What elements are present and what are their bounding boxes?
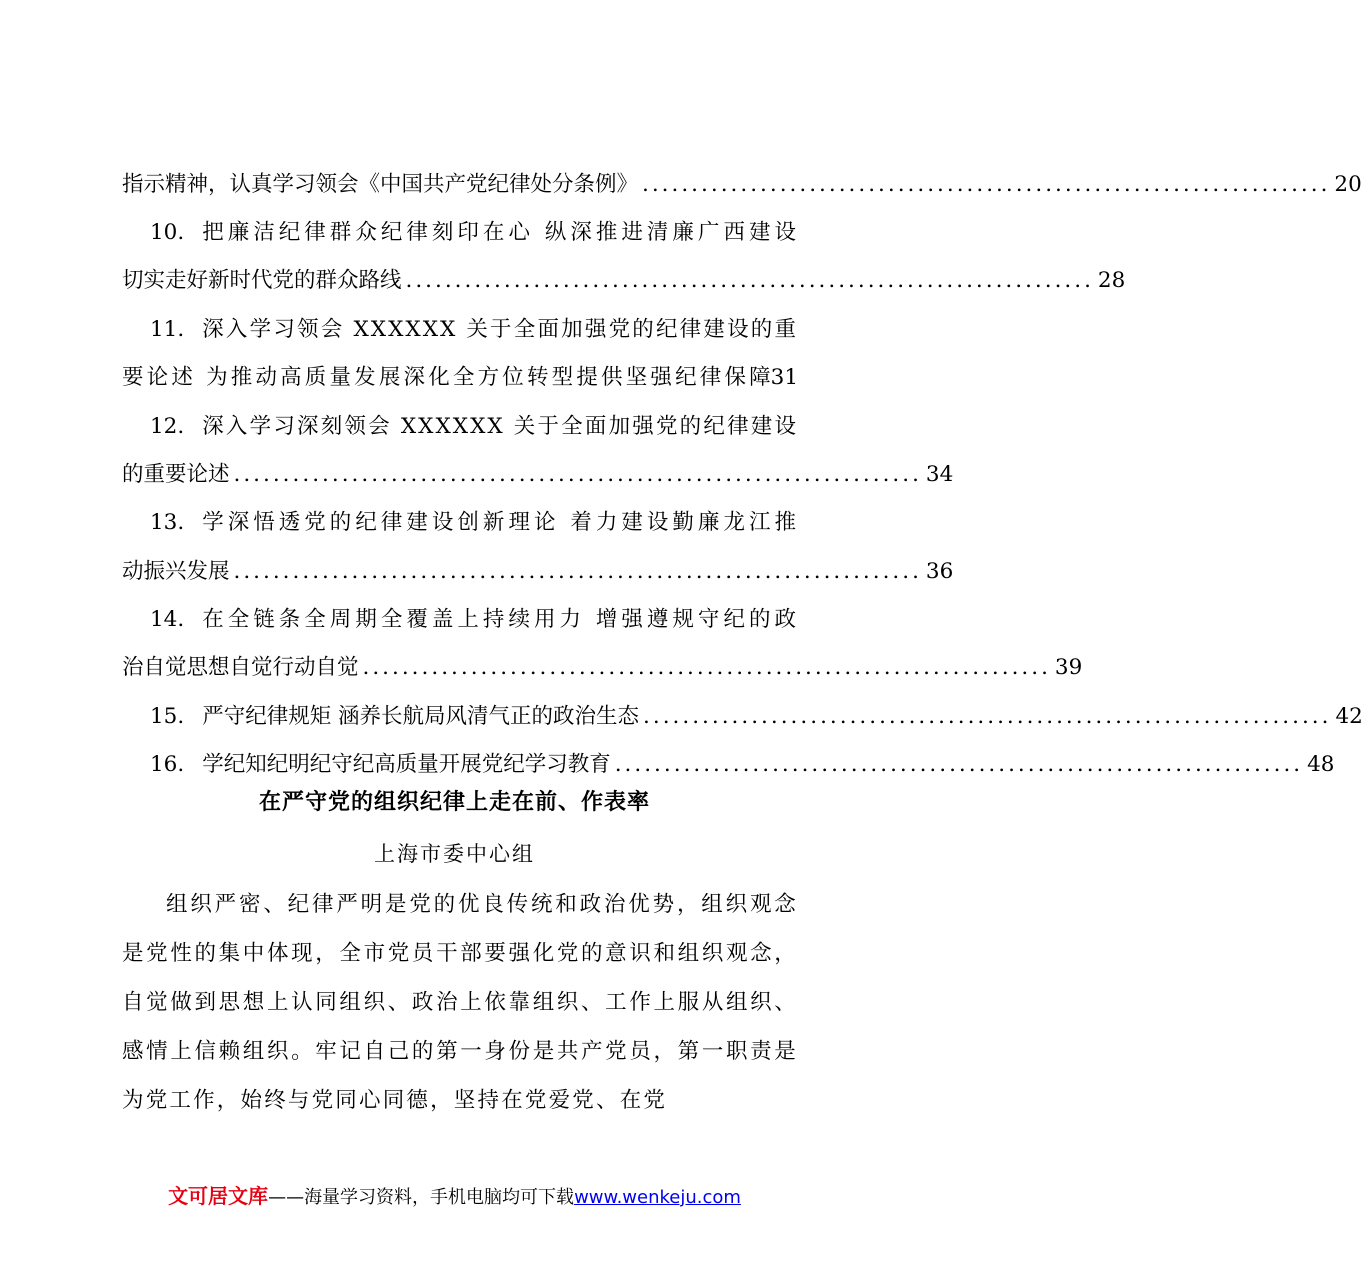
toc-entry-14-cont[interactable] [122,648,1083,688]
toc-entry-13-cont[interactable] [122,552,954,592]
toc-leader: ...................................................................... [614,752,1304,777]
toc-entry-10-cont[interactable] [122,261,1126,301]
toc-leader: ...................................................................... [233,559,922,584]
toc-leader: ...................................................................... [642,172,1331,197]
toc-entry-text: 指示精神，认真学习领会《中国共产党纪律处分条例》 [122,172,639,197]
toc-leader: ...................................................................... [362,655,1051,680]
toc-page-number: 42 [1335,704,1363,729]
toc-entry-11[interactable] [150,310,798,350]
toc-entry-16[interactable] [150,745,1335,785]
toc-page-number: 39 [1054,655,1083,680]
footer-banner [0,1180,909,1209]
toc-entry-13[interactable] [150,503,798,543]
toc-entry-number: 11. [150,317,185,342]
toc-entry-12-cont[interactable] [122,455,954,495]
toc-leader: ...................................................................... [643,704,1332,729]
article-body: 组织严密、纪律严明是党的优良传统和政治优势，组织观念是党性的集中体现，全市党员干部要强化党的意识和组织观念，自觉做到思想上认同组织、政治上依靠组织、工作上服从组织、感情上信赖组织。牢记自己的第一身份是共产党员，第一职责是为党工作，始终与党同心同德，坚持在党爱党、在党 [122,892,798,1113]
toc-entry-11-cont[interactable] [122,358,798,398]
toc-page-number: 28 [1097,268,1126,293]
toc-leader: ...................................................................... [233,462,922,487]
footer-slogan: ——海量学习资料，手机电脑均可下载 [268,1187,575,1208]
toc-entry-number: 10. [150,220,185,245]
footer-link[interactable]: www.wenkeju.com [574,1187,741,1208]
toc-entry-text: 学深悟透党的纪律建设创新理论 着力建设勤廉龙江推 [202,510,798,535]
toc-entry-text: 的重要论述 [122,462,230,487]
toc-entry-text: 深入学习深刻领会 XXXXXX 关于全面加强党的纪律建设 [202,414,798,439]
toc-entry-text: 严守纪律规矩 涵养长航局风清气正的政治生态 [202,704,640,729]
toc-entry-text: 治自觉思想自觉行动自觉 [122,655,359,680]
toc-entry-text: 深入学习领会 XXXXXX 关于全面加强党的纪律建设的重 [202,317,798,342]
toc-entry-15[interactable] [150,697,1363,737]
toc-entry-9-cont[interactable] [122,165,1362,205]
toc-entry-number: 12. [150,414,185,439]
toc-entry-text: 切实走好新时代党的群众路线 [122,268,402,293]
toc-entry-number: 14. [150,607,185,632]
toc-page-number: 36 [925,559,954,584]
toc-entry-number: 13. [150,510,185,535]
toc-page-number: 34 [925,462,954,487]
toc-entry-text: 动振兴发展 [122,559,230,584]
article-author: 上海市委中心组 [374,842,535,866]
toc-entry-10[interactable] [150,213,798,253]
toc-entry-14[interactable] [150,600,798,640]
toc-entry-text: 学纪知纪明纪守纪高质量开展党纪学习教育 [202,752,611,777]
toc-entry-number: 15. [150,704,185,729]
article-title: 在严守党的组织纪律上走在前、作表率 [258,790,650,815]
footer-brand: 文可居文库 [168,1184,269,1208]
toc-entry-text: 在全链条全周期全覆盖上持续用力 增强遵规守纪的政 [202,607,798,632]
toc-leader: ...................................................................... [405,268,1094,293]
toc-entry-12[interactable] [150,407,798,447]
toc-page-number: 48 [1307,752,1335,777]
toc-entry-text: 把廉洁纪律群众纪律刻印在心 纵深推进清廉广西建设 [202,220,798,245]
toc-entry-text: 要论述 为推动高质量发展深化全方位转型提供坚强纪律保障 [122,365,771,390]
toc-page-number: 31 [770,365,798,390]
toc-entry-number: 16. [150,752,185,777]
toc-page-number: 20 [1334,172,1362,197]
